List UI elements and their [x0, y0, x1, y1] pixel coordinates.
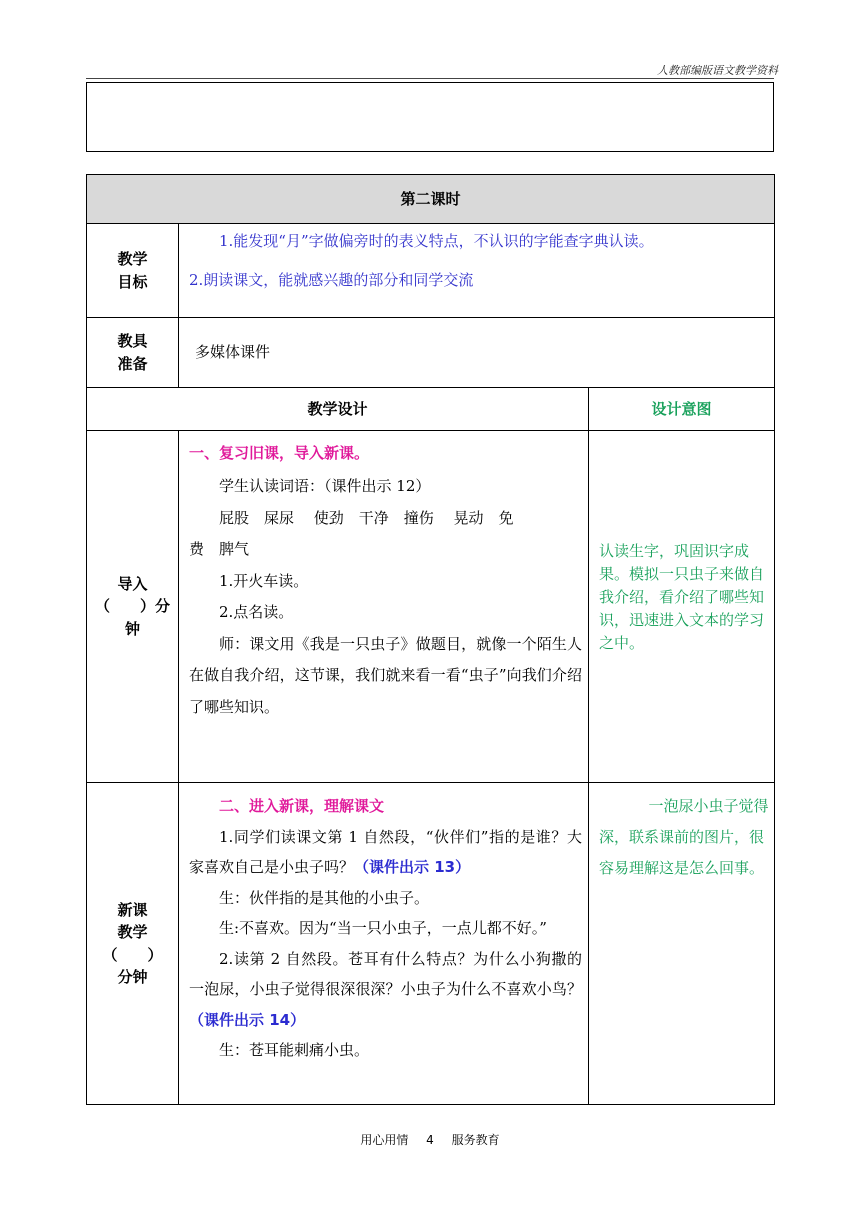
goals-label-line2: 目标 [117, 272, 148, 291]
section2-heading: 二、进入新课，理解课文 [219, 797, 385, 815]
goal-item-1: 1.能发现“月”字做偏旁时的表义特点，不认识的字能查字典认读。 [219, 232, 654, 250]
lesson-plan-table [86, 174, 775, 1105]
previous-table-remainder [86, 82, 774, 152]
section2-label-line2: 教学 [117, 923, 148, 941]
tools-label [87, 318, 179, 388]
section1-line3: 费 脾气 [189, 540, 250, 558]
section2-label [87, 783, 179, 1105]
section2-intent: 一泡尿小虫子觉得深，联系课前的图片，很容易理解这是怎么回事。 [599, 797, 769, 877]
tools-text: 多媒体课件 [195, 343, 271, 362]
tools-row [87, 318, 775, 388]
goals-row [87, 224, 775, 318]
goals-content [179, 224, 775, 318]
goals-label-line1: 教学 [117, 250, 148, 268]
section1-line1: 学生认读词语：（课件出示 12） [219, 477, 431, 495]
section2-row [87, 783, 775, 1105]
design-header-row [87, 388, 775, 431]
footer-right: 服务教育 [451, 1133, 500, 1147]
page-header-text: 人教部编版语文教学资料 [657, 64, 778, 77]
section2-para1 [189, 822, 582, 883]
page-number: 4 [426, 1133, 434, 1147]
goal-item-2: 2.朗读课文，能就感兴趣的部分和同学交流 [189, 271, 474, 290]
section1-heading: 一、复习旧课，导入新课。 [189, 444, 370, 462]
intent-header: 设计意图 [589, 388, 775, 431]
section2-para2: 生：伙伴指的是其他的小虫子。 [219, 888, 430, 907]
section1-line5: 2.点名读。 [219, 603, 294, 621]
section2-content [179, 783, 589, 1105]
tools-content [179, 318, 775, 388]
section1-label-line2: （ ）分 [94, 597, 170, 616]
section1-content [179, 431, 589, 783]
section1-label-line3: 钟 [124, 619, 140, 638]
tools-label-line2: 准备 [117, 354, 148, 373]
section2-para1-text: 1.同学们读课文第 1 自然段，“伙伴们”指的是谁？大家喜欢自己是小虫子吗？ [189, 827, 582, 876]
section2-intent-cell [589, 783, 775, 1105]
section1-intent: 认读生字，巩固识字成果。模拟一只虫子来做自我介绍，看介绍了哪些知识，迅速进入文本的学习之中。 [599, 542, 765, 652]
section1-line4: 1.开火车读。 [219, 571, 309, 590]
design-header: 教学设计 [87, 388, 589, 431]
section1-line6: 师：课文用《我是一只虫子》做题目，就像一个陌生人在做自我介绍，这节课，我们就来看一看“虫子”向我们介绍了哪些知识。 [189, 634, 582, 716]
tools-label-line1: 教具 [117, 332, 148, 350]
section2-para1-cue: （课件出示 13） [354, 858, 471, 876]
section1-intent-cell [589, 431, 775, 783]
section2-label-line4: 分钟 [117, 968, 148, 986]
section2-para4 [189, 944, 582, 1036]
section1-label [87, 431, 179, 783]
title-row [87, 175, 775, 224]
section1-row [87, 431, 775, 783]
section2-para4-cue: （课件出示 14） [189, 1010, 306, 1029]
section2-para4-text: 2.读第 2 自然段。苍耳有什么特点？为什么小狗撒的一泡尿，小虫子觉得很深很深？小虫子为什么不喜欢小鸟？ [189, 949, 582, 998]
section2-para5: 生：苍耳能刺痛小虫。 [219, 1041, 370, 1059]
page-footer [0, 1131, 860, 1148]
lesson-title: 第二课时 [87, 175, 775, 224]
section1-line2: 屁股 屎尿 使劲 干净 撞伤 晃动 免 [219, 508, 514, 527]
footer-left: 用心用情 [360, 1133, 409, 1147]
section2-label-line3: （ ） [102, 945, 163, 964]
section2-label-line1: 新课 [117, 900, 148, 919]
section2-para3: 生:不喜欢。因为“当一只小虫子，一点儿都不好。” [219, 919, 547, 937]
section1-label-line1: 导入 [117, 574, 148, 593]
goals-label [87, 224, 179, 318]
header-rule [86, 78, 774, 79]
